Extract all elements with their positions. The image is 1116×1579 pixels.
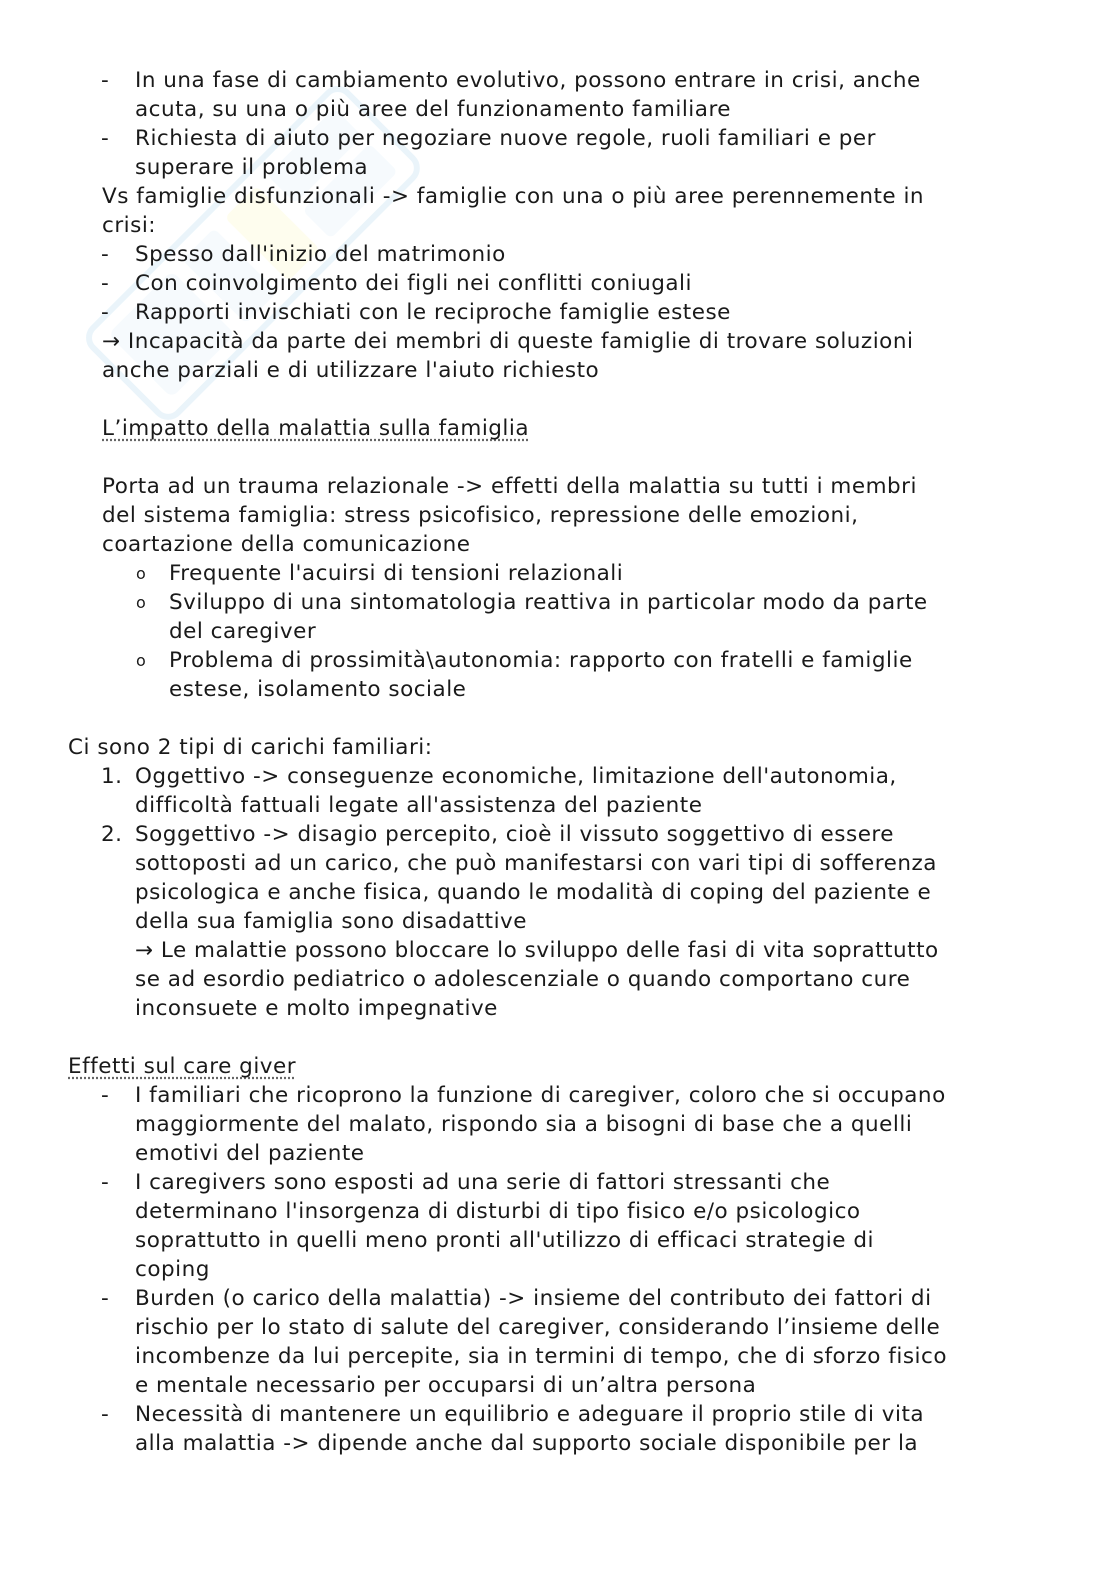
list-item-continued: acuta, su una o più aree del funzionamento familiare xyxy=(135,97,732,122)
list-item-continued: incombenze da lui percepite, sia in termini di tempo, che di sforzo fisico xyxy=(135,1344,947,1369)
dash-bullet: - xyxy=(101,242,110,267)
crisis-list xyxy=(68,66,1058,182)
list-item: o Sviluppo di una sintomatologia reattiva in particolar modo da parte xyxy=(136,590,928,615)
list-item-continued: inconsuete e molto impegnative xyxy=(135,996,498,1021)
list-item-continued: coping xyxy=(135,1257,210,1282)
paragraph-line: Vs famiglie disfunzionali -> famiglie con una o più aree perennemente in xyxy=(102,184,925,209)
list-item-continued: estese, isolamento sociale xyxy=(169,677,467,702)
impact-list xyxy=(68,559,1058,704)
dash-bullet: - xyxy=(101,126,110,151)
list-item-continued: alla malattia -> dipende anche dal supporto sociale disponibile per la xyxy=(135,1431,919,1456)
list-item: - Rapporti invischiati con le reciproche famiglie estese xyxy=(101,300,731,325)
dash-bullet: - xyxy=(101,68,110,93)
paragraph-line: crisi: xyxy=(102,213,157,238)
list-item: 1. Oggettivo -> conseguenze economiche, limitazione dell'autonomia, xyxy=(101,764,897,789)
list-item: o Problema di prossimità\autonomia: rapporto con fratelli e famiglie xyxy=(136,648,913,673)
paragraph-line: Ci sono 2 tipi di carichi familiari: xyxy=(68,735,433,760)
impact-heading: L’impatto della malattia sulla famiglia xyxy=(102,416,530,441)
list-item: - I familiari che ricoprono la funzione di caregiver, coloro che si occupano xyxy=(101,1083,946,1108)
paragraph-line: del sistema famiglia: stress psicofisico, repressione delle emozioni, xyxy=(102,503,859,528)
dash-bullet: - xyxy=(101,1402,110,1427)
list-number: 2. xyxy=(101,822,123,847)
list-item-continued: → Le malattie possono bloccare lo sviluppo delle fasi di vita soprattutto xyxy=(135,938,939,963)
conclusion-line: anche parziali e di utilizzare l'aiuto richiesto xyxy=(102,358,600,383)
list-item-continued: e mentale necessario per occuparsi di un’altra persona xyxy=(135,1373,757,1398)
list-item: 2. Soggettivo -> disagio percepito, cioè il vissuto soggettivo di essere xyxy=(101,822,895,847)
dash-bullet: - xyxy=(101,1286,110,1311)
list-item-continued: del caregiver xyxy=(169,619,317,644)
list-item-continued: se ad esordio pediatrico o adolescenziale o quando comportano cure xyxy=(135,967,911,992)
list-item-continued: psicologica e anche fisica, quando le modalità di coping del paziente e xyxy=(135,880,932,905)
dysfunctional-list xyxy=(68,240,1058,327)
list-item: - Con coinvolgimento dei figli nei conflitti coniugali xyxy=(101,271,692,296)
list-item-continued: della sua famiglia sono disadattive xyxy=(135,909,528,934)
circle-bullet: o xyxy=(136,593,147,612)
circle-bullet: o xyxy=(136,651,147,670)
dash-bullet: - xyxy=(101,1170,110,1195)
list-number: 1. xyxy=(101,764,123,789)
list-item-continued: difficoltà fattuali legate all'assistenza del paziente xyxy=(135,793,703,818)
caregiver-list xyxy=(68,1081,1058,1458)
list-item-continued: rischio per lo stato di salute del caregiver, considerando l’insieme delle xyxy=(135,1315,941,1340)
dash-bullet: - xyxy=(101,271,110,296)
document-body xyxy=(68,66,1058,1458)
caregiver-heading: Effetti sul care giver xyxy=(68,1054,297,1079)
list-item: - In una fase di cambiamento evolutivo, possono entrare in crisi, anche xyxy=(101,68,921,93)
section-heading xyxy=(68,414,1058,443)
list-item: - Necessità di mantenere un equilibrio e adeguare il proprio stile di vita xyxy=(101,1402,925,1427)
list-item-continued: emotivi del paziente xyxy=(135,1141,365,1166)
list-item-continued: determinano l'insorgenza di disturbi di tipo fisico e/o psicologico xyxy=(135,1199,861,1224)
paragraph-line: coartazione della comunicazione xyxy=(102,532,471,557)
list-item-continued: sottoposti ad un carico, che può manifestarsi con vari tipi di sofferenza xyxy=(135,851,937,876)
list-item: - I caregivers sono esposti ad una serie di fattori stressanti che xyxy=(101,1170,831,1195)
list-item-continued: superare il problema xyxy=(135,155,369,180)
dash-bullet: - xyxy=(101,1083,110,1108)
conclusion-line: → Incapacità da parte dei membri di queste famiglie di trovare soluzioni xyxy=(102,329,914,354)
dash-bullet: - xyxy=(101,300,110,325)
burden-list xyxy=(68,762,1058,1023)
list-item-continued: soprattutto in quelli meno pronti all'utilizzo di efficaci strategie di xyxy=(135,1228,874,1253)
section-heading xyxy=(68,1052,1058,1081)
list-item-continued: maggiormente del malato, rispondo sia a bisogni di base che a quelli xyxy=(135,1112,913,1137)
paragraph-line: Porta ad un trauma relazionale -> effetti della malattia su tutti i membri xyxy=(102,474,917,499)
circle-bullet: o xyxy=(136,564,147,583)
list-item: - Burden (o carico della malattia) -> insieme del contributo dei fattori di xyxy=(101,1286,932,1311)
list-item: o Frequente l'acuirsi di tensioni relazionali xyxy=(136,561,624,586)
list-item: - Richiesta di aiuto per negoziare nuove regole, ruoli familiari e per xyxy=(101,126,876,151)
list-item: - Spesso dall'inizio del matrimonio xyxy=(101,242,506,267)
